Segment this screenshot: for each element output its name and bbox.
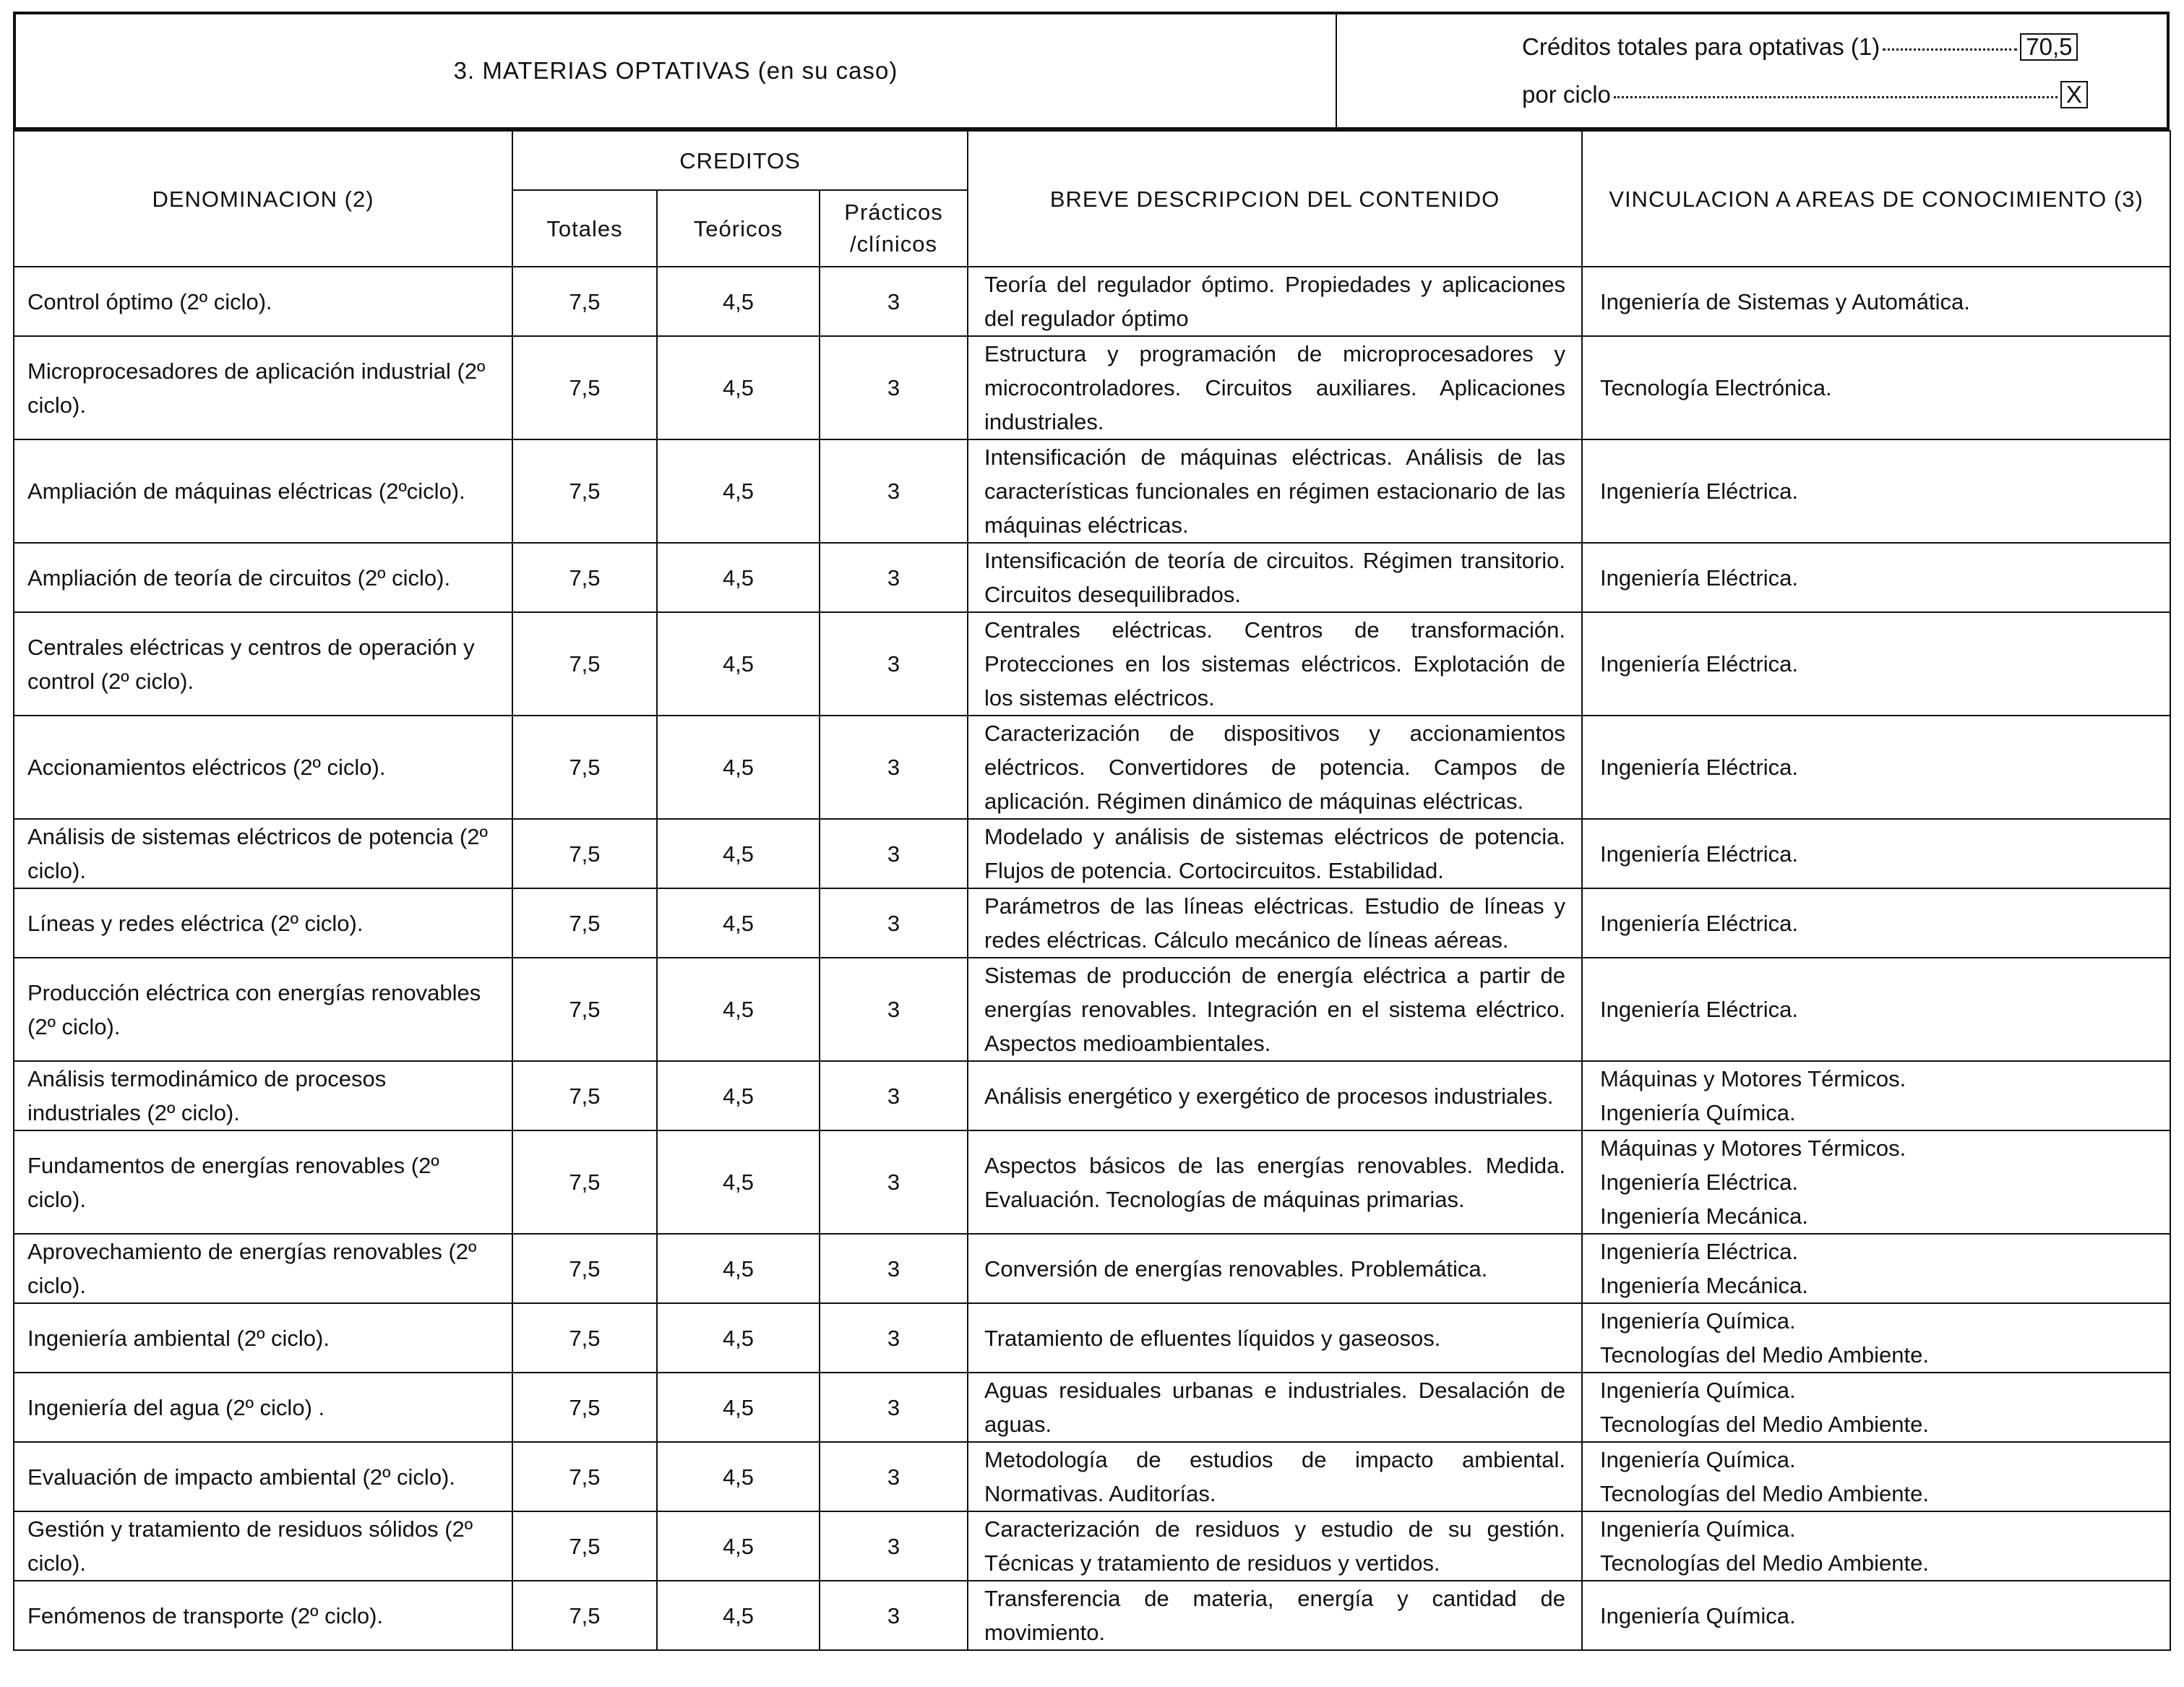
credits-theory: 4,5	[657, 1130, 820, 1234]
table-row	[14, 958, 2170, 1061]
header-practicos: Prácticos /clínicos	[820, 190, 968, 267]
subject-name: Gestión y tratamiento de residuos sólidos (2º ciclo).	[14, 1511, 512, 1581]
credits-summary	[1337, 14, 2167, 127]
credits-total: 7,5	[512, 958, 657, 1061]
knowledge-areas: Ingeniería Química.	[1582, 1581, 2170, 1650]
table-row	[14, 1061, 2170, 1130]
knowledge-areas: Ingeniería Química. Tecnologías del Medio Ambiente.	[1582, 1373, 2170, 1442]
table-row	[14, 1303, 2170, 1373]
header-totales: Totales	[512, 190, 657, 267]
table-row	[14, 612, 2170, 716]
credits-total: 7,5	[512, 267, 657, 336]
section-header	[13, 12, 2170, 130]
knowledge-areas: Máquinas y Motores Térmicos. Ingeniería Química.	[1582, 1061, 2170, 1130]
credits-total: 7,5	[512, 1442, 657, 1511]
credits-total: 7,5	[512, 612, 657, 716]
knowledge-areas: Ingeniería Eléctrica.	[1582, 612, 2170, 716]
table-row	[14, 336, 2170, 439]
content-description: Centrales eléctricas. Centros de transformación. Protecciones en los sistemas eléctricos. Explotación de los sistemas eléctricos.	[968, 612, 1582, 716]
credits-practice: 3	[820, 1303, 968, 1373]
table-row	[14, 1511, 2170, 1581]
credits-total: 7,5	[512, 1373, 657, 1442]
table-body	[14, 267, 2170, 1650]
knowledge-areas: Ingeniería Química. Tecnologías del Medio Ambiente.	[1582, 1511, 2170, 1581]
content-description: Caracterización de dispositivos y accionamientos eléctricos. Convertidores de potencia. Campos de aplicación. Régimen dinámico de máquinas eléctricas.	[968, 716, 1582, 819]
credits-total: 7,5	[512, 1061, 657, 1130]
content-description: Teoría del regulador óptimo. Propiedades y aplicaciones del regulador óptimo	[968, 267, 1582, 336]
credits-practice: 3	[820, 1442, 968, 1511]
credits-total: 7,5	[512, 1234, 657, 1303]
credits-total: 7,5	[512, 1303, 657, 1373]
credits-total: 7,5	[512, 1581, 657, 1650]
credits-practice: 3	[820, 716, 968, 819]
subject-name: Evaluación de impacto ambiental (2º ciclo).	[14, 1442, 512, 1511]
content-description: Intensificación de máquinas eléctricas. Análisis de las características funcionales en régimen estacionario de las máquinas eléctricas.	[968, 439, 1582, 543]
credits-theory: 4,5	[657, 1234, 820, 1303]
credits-theory: 4,5	[657, 267, 820, 336]
content-description: Metodología de estudios de impacto ambiental. Normativas. Auditorías.	[968, 1442, 1582, 1511]
credits-total: 7,5	[512, 336, 657, 439]
header-teoricos: Teóricos	[657, 190, 820, 267]
content-description: Estructura y programación de microprocesadores y microcontroladores. Circuitos auxiliares. Aplicaciones industriales.	[968, 336, 1582, 439]
credits-theory: 4,5	[657, 888, 820, 958]
credits-practice: 3	[820, 888, 968, 958]
per-cycle-line	[1522, 81, 2167, 108]
content-description: Conversión de energías renovables. Problemática.	[968, 1234, 1582, 1303]
dot-leader	[1614, 96, 2058, 98]
subject-name: Centrales eléctricas y centros de operación y control (2º ciclo).	[14, 612, 512, 716]
knowledge-areas: Ingeniería Eléctrica.	[1582, 958, 2170, 1061]
table-row	[14, 1581, 2170, 1650]
header-vinculacion: VINCULACION A AREAS DE CONOCIMIENTO (3)	[1582, 131, 2170, 267]
optional-subjects-table	[13, 130, 2171, 1651]
credits-theory: 4,5	[657, 1581, 820, 1650]
credits-theory: 4,5	[657, 543, 820, 612]
header-denominacion: DENOMINACION (2)	[14, 131, 512, 267]
table-row	[14, 1130, 2170, 1234]
subject-name: Ampliación de teoría de circuitos (2º ciclo).	[14, 543, 512, 612]
document-page	[13, 12, 2170, 1651]
credits-practice: 3	[820, 1581, 968, 1650]
knowledge-areas: Ingeniería de Sistemas y Automática.	[1582, 267, 2170, 336]
content-description: Sistemas de producción de energía eléctrica a partir de energías renovables. Integración en el sistema eléctrico. Aspectos medioambientales.	[968, 958, 1582, 1061]
credits-theory: 4,5	[657, 1061, 820, 1130]
knowledge-areas: Ingeniería Eléctrica.	[1582, 439, 2170, 543]
credits-total: 7,5	[512, 716, 657, 819]
table-row	[14, 1373, 2170, 1442]
table-row	[14, 888, 2170, 958]
per-cycle-label: por ciclo	[1522, 81, 1611, 108]
credits-practice: 3	[820, 336, 968, 439]
subject-name: Análisis de sistemas eléctricos de potencia (2º ciclo).	[14, 819, 512, 888]
header-descripcion: BREVE DESCRIPCION DEL CONTENIDO	[968, 131, 1582, 267]
subject-name: Producción eléctrica con energías renovables (2º ciclo).	[14, 958, 512, 1061]
table-row	[14, 1234, 2170, 1303]
credits-total: 7,5	[512, 888, 657, 958]
credits-theory: 4,5	[657, 1303, 820, 1373]
credits-practice: 3	[820, 1061, 968, 1130]
credits-total-value: 70,5	[2020, 33, 2078, 61]
credits-theory: 4,5	[657, 716, 820, 819]
subject-name: Microprocesadores de aplicación industrial (2º ciclo).	[14, 336, 512, 439]
credits-total-label: Créditos totales para optativas (1)	[1522, 33, 1880, 60]
credits-theory: 4,5	[657, 336, 820, 439]
knowledge-areas: Ingeniería Química. Tecnologías del Medio Ambiente.	[1582, 1442, 2170, 1511]
table-row	[14, 543, 2170, 612]
knowledge-areas: Máquinas y Motores Térmicos. Ingeniería Eléctrica. Ingeniería Mecánica.	[1582, 1130, 2170, 1234]
credits-total: 7,5	[512, 1511, 657, 1581]
table-row	[14, 716, 2170, 819]
credits-practice: 3	[820, 819, 968, 888]
content-description: Modelado y análisis de sistemas eléctricos de potencia. Flujos de potencia. Cortocircuitos. Estabilidad.	[968, 819, 1582, 888]
credits-total: 7,5	[512, 819, 657, 888]
dot-leader	[1883, 48, 2017, 51]
credits-practice: 3	[820, 439, 968, 543]
content-description: Parámetros de las líneas eléctricas. Estudio de líneas y redes eléctricas. Cálculo mecánico de líneas aéreas.	[968, 888, 1582, 958]
credits-theory: 4,5	[657, 612, 820, 716]
subject-name: Líneas y redes eléctrica (2º ciclo).	[14, 888, 512, 958]
subject-name: Ingeniería ambiental (2º ciclo).	[14, 1303, 512, 1373]
credits-theory: 4,5	[657, 819, 820, 888]
knowledge-areas: Ingeniería Eléctrica.	[1582, 888, 2170, 958]
knowledge-areas: Ingeniería Eléctrica.	[1582, 716, 2170, 819]
table-row	[14, 1442, 2170, 1511]
content-description: Aguas residuales urbanas e industriales. Desalación de aguas.	[968, 1373, 1582, 1442]
credits-practice: 3	[820, 543, 968, 612]
knowledge-areas: Ingeniería Química. Tecnologías del Medio Ambiente.	[1582, 1303, 2170, 1373]
credits-practice: 3	[820, 958, 968, 1061]
knowledge-areas: Ingeniería Eléctrica.	[1582, 543, 2170, 612]
credits-theory: 4,5	[657, 958, 820, 1061]
credits-theory: 4,5	[657, 1442, 820, 1511]
credits-practice: 3	[820, 1511, 968, 1581]
credits-practice: 3	[820, 1373, 968, 1442]
content-description: Análisis energético y exergético de procesos industriales.	[968, 1061, 1582, 1130]
credits-practice: 3	[820, 1234, 968, 1303]
table-row	[14, 267, 2170, 336]
subject-name: Análisis termodinámico de procesos industriales (2º ciclo).	[14, 1061, 512, 1130]
subject-name: Ingeniería del agua (2º ciclo) .	[14, 1373, 512, 1442]
subject-name: Ampliación de máquinas eléctricas (2ºciclo).	[14, 439, 512, 543]
subject-name: Control óptimo (2º ciclo).	[14, 267, 512, 336]
credits-theory: 4,5	[657, 1511, 820, 1581]
knowledge-areas: Ingeniería Eléctrica.	[1582, 819, 2170, 888]
header-creditos: CREDITOS	[512, 131, 968, 190]
credits-total: 7,5	[512, 1130, 657, 1234]
credits-total: 7,5	[512, 439, 657, 543]
subject-name: Fenómenos de transporte (2º ciclo).	[14, 1581, 512, 1650]
subject-name: Aprovechamiento de energías renovables (2º ciclo).	[14, 1234, 512, 1303]
knowledge-areas: Ingeniería Eléctrica. Ingeniería Mecánica.	[1582, 1234, 2170, 1303]
credits-practice: 3	[820, 612, 968, 716]
content-description: Caracterización de residuos y estudio de su gestión. Técnicas y tratamiento de residuos y vertidos.	[968, 1511, 1582, 1581]
credits-theory: 4,5	[657, 439, 820, 543]
content-description: Tratamiento de efluentes líquidos y gaseosos.	[968, 1303, 1582, 1373]
content-description: Transferencia de materia, energía y cantidad de movimiento.	[968, 1581, 1582, 1650]
credits-practice: 3	[820, 1130, 968, 1234]
knowledge-areas: Tecnología Electrónica.	[1582, 336, 2170, 439]
credits-theory: 4,5	[657, 1373, 820, 1442]
credits-practice: 3	[820, 267, 968, 336]
content-description: Intensificación de teoría de circuitos. Régimen transitorio. Circuitos desequilibrados.	[968, 543, 1582, 612]
table-row	[14, 439, 2170, 543]
credits-total: 7,5	[512, 543, 657, 612]
content-description: Aspectos básicos de las energías renovables. Medida. Evaluación. Tecnologías de máquinas primarias.	[968, 1130, 1582, 1234]
per-cycle-value: X	[2060, 81, 2088, 108]
subject-name: Accionamientos eléctricos (2º ciclo).	[14, 716, 512, 819]
credits-total-line	[1522, 33, 2167, 61]
section-title: 3. MATERIAS OPTATIVAS (en su caso)	[16, 14, 1337, 127]
subject-name: Fundamentos de energías renovables (2º ciclo).	[14, 1130, 512, 1234]
table-row	[14, 819, 2170, 888]
